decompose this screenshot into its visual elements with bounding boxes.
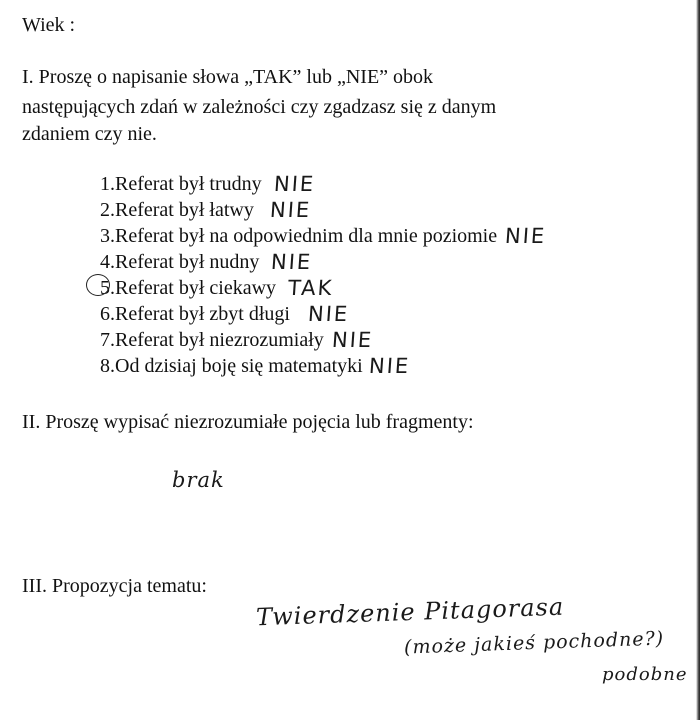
- statement-text: 4.Referat był nudny: [100, 251, 260, 273]
- statement-text: 5.Referat był ciekawy: [100, 277, 277, 299]
- handwritten-answer: NIE: [272, 172, 316, 196]
- section1-line3: zdaniem czy nie.: [22, 123, 157, 145]
- section3-prompt: III. Propozycja tematu:: [22, 575, 207, 597]
- handwritten-circle: [86, 274, 110, 296]
- handwritten-answer: NIE: [367, 354, 411, 378]
- section2-prompt: II. Proszę wypisać niezrozumiałe pojęcia lub fragmenty:: [22, 411, 474, 433]
- section3-answer-line1: Twierdzenie Pitagorasa: [255, 592, 565, 632]
- section3-answer-line2: (może jakieś pochodne?): [403, 627, 665, 659]
- statement-item: [100, 301, 546, 327]
- handwritten-answer: NIE: [269, 198, 312, 222]
- statement-text: 2.Referat był łatwy: [100, 199, 254, 221]
- statement-text: 3.Referat był na odpowiednim dla mnie poziomie: [100, 225, 498, 247]
- statement-text: 8.Od dzisiaj boję się matematyki: [100, 355, 363, 377]
- handwritten-answer: NIE: [504, 224, 548, 248]
- section1-line1: I. Proszę o napisanie słowa „TAK” lub „NIE” obok: [22, 66, 434, 88]
- statement-item: [100, 249, 546, 275]
- statement-item: [100, 223, 546, 249]
- statement-item: [100, 275, 546, 301]
- handwritten-answer: NIE: [307, 302, 350, 326]
- section1-line2: następujących zdań w zależności czy zgadzasz się z danym: [22, 96, 497, 118]
- statement-item: [100, 353, 546, 379]
- section3-answer-line3: podobne: [602, 664, 688, 685]
- handwritten-answer: NIE: [330, 328, 374, 352]
- handwritten-answer: TAK: [287, 276, 335, 300]
- statement-item: [100, 171, 546, 197]
- age-label: Wiek :: [22, 14, 76, 36]
- page-edge: [696, 0, 700, 720]
- statement-text: 7.Referat był niezrozumiały: [100, 329, 324, 351]
- handwritten-answer: NIE: [270, 250, 314, 274]
- statement-item: [100, 197, 546, 223]
- statement-list: [100, 171, 546, 379]
- statement-text: 1.Referat był trudny: [100, 173, 262, 195]
- statement-item: [100, 327, 546, 353]
- section2-handwritten-answer: brak: [172, 468, 225, 492]
- statement-text: 6.Referat był zbyt długi: [100, 303, 290, 325]
- circled-number: [100, 276, 276, 300]
